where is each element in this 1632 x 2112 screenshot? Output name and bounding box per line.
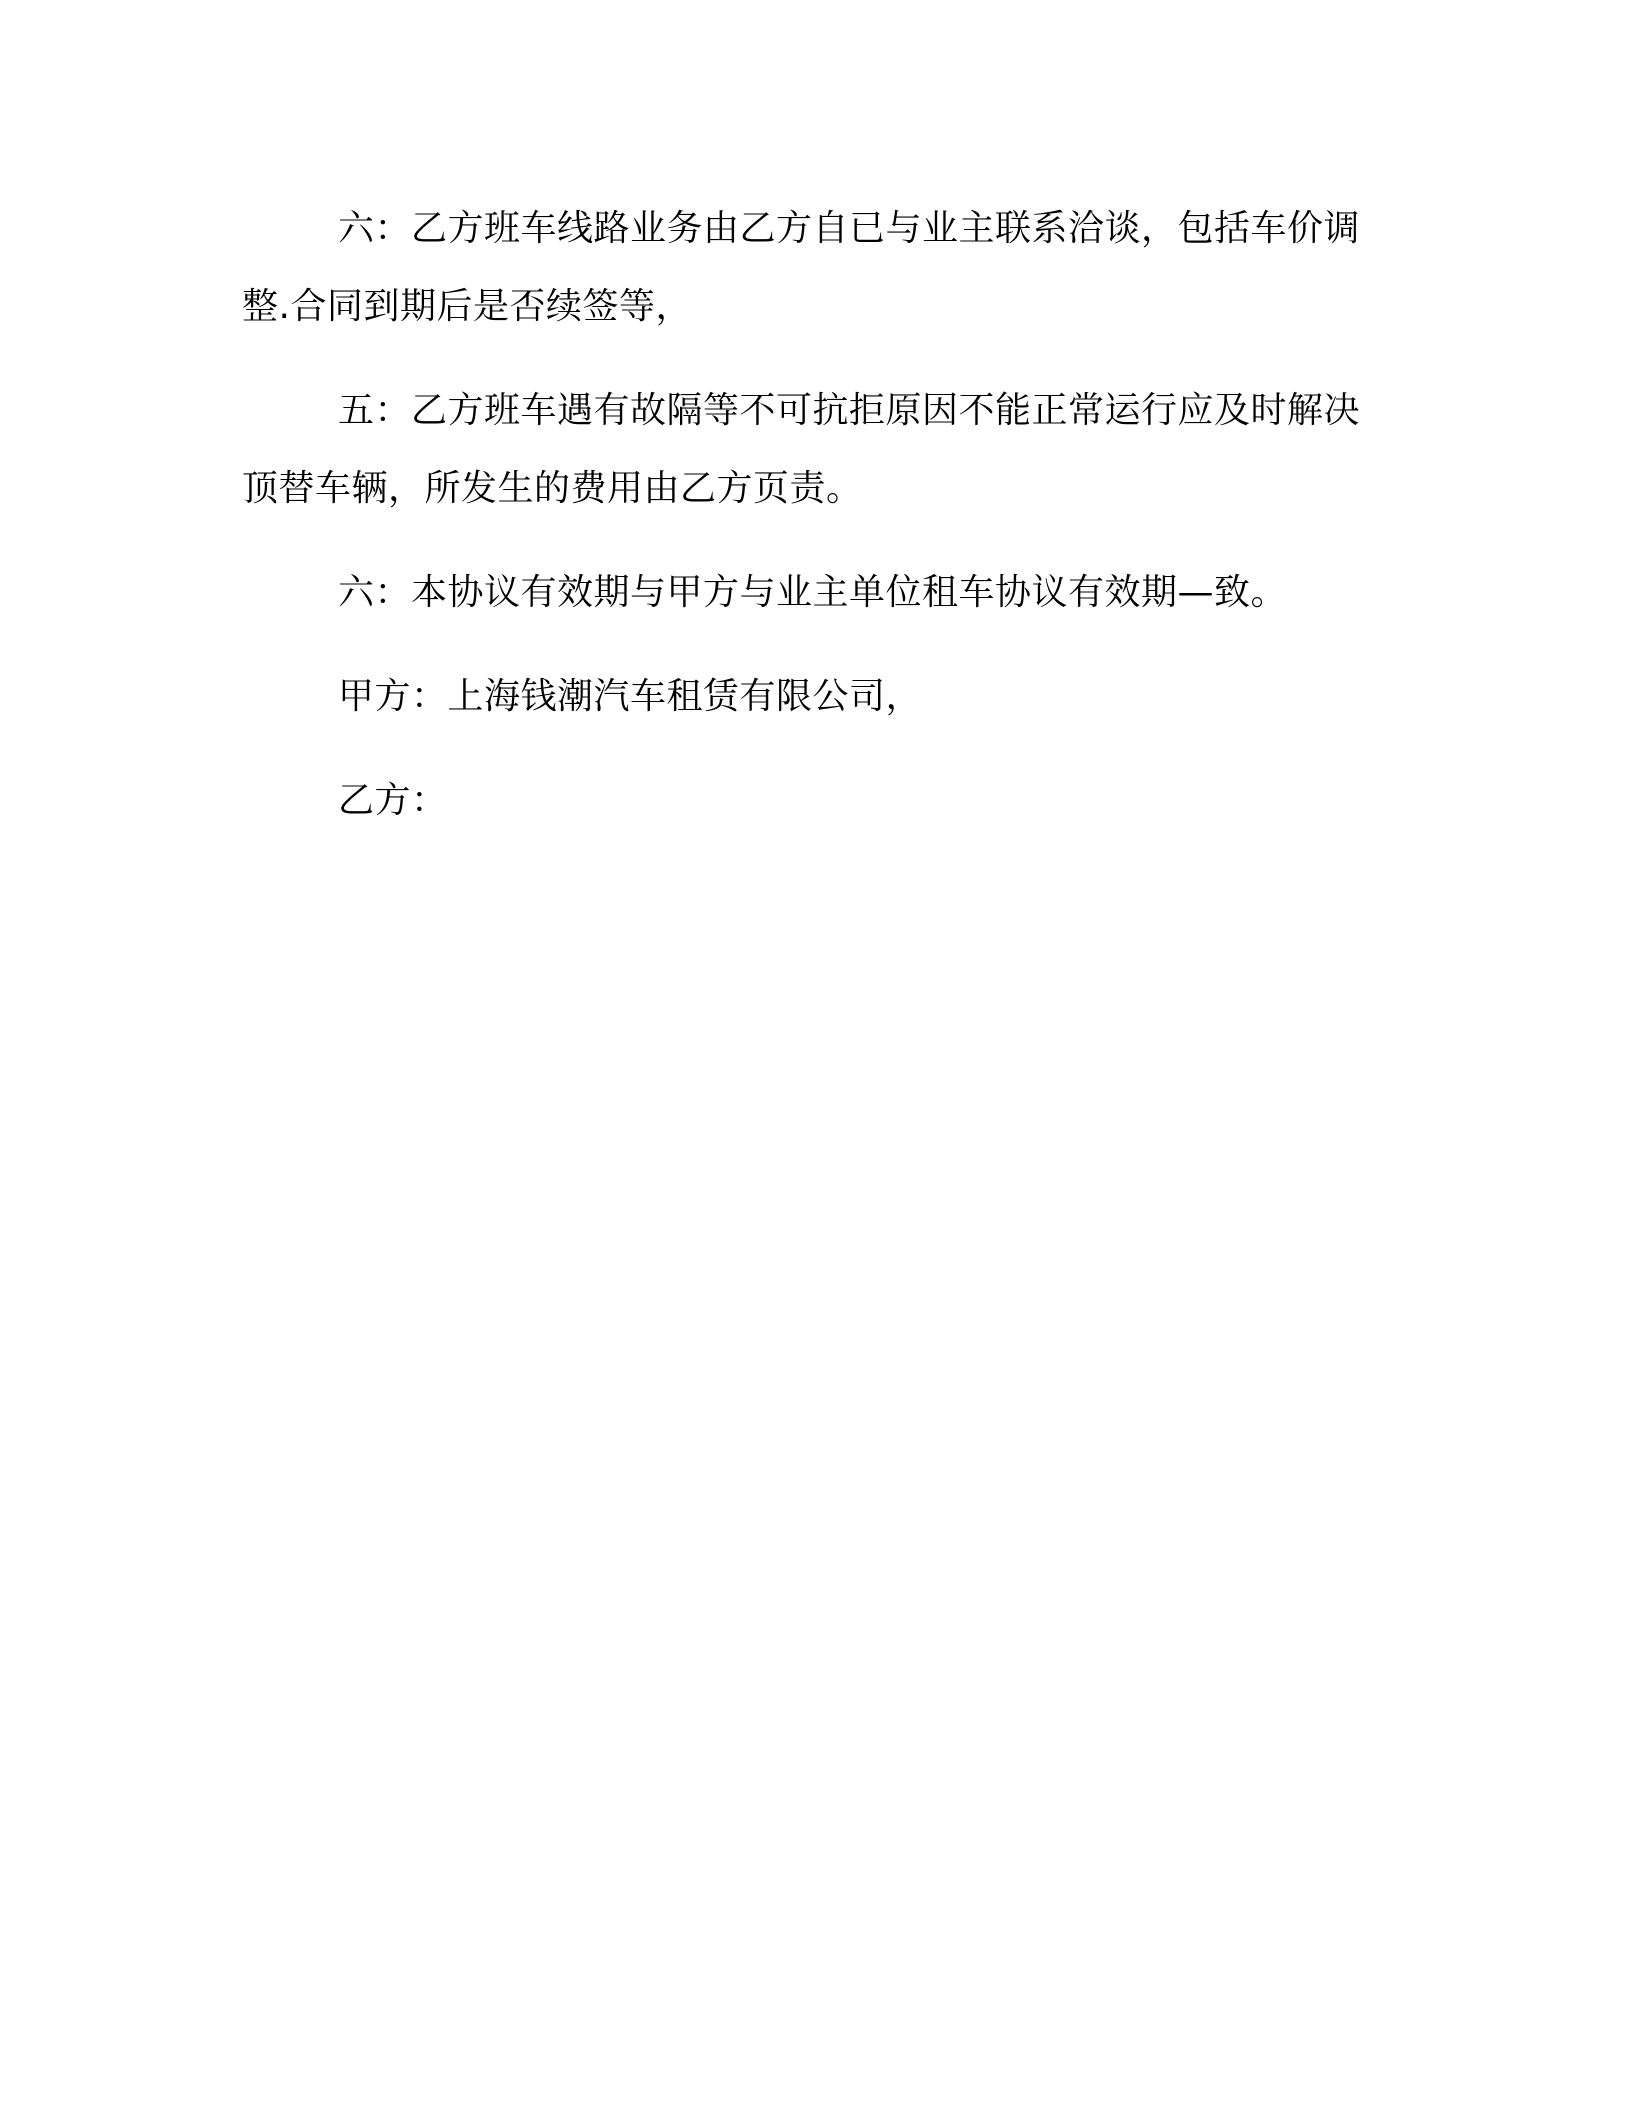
document-body: [242, 190, 1382, 866]
clause-paragraph: 五：乙方班车遇有故隔等不可抗拒原因不能正常运行应及时解决顶替车辆，所发生的费用由乙方页责。: [242, 390, 1361, 509]
clause-paragraph: 六：本协议有效期与甲方与业主单位租车协议有效期—致。: [338, 572, 1288, 613]
party-a-signature-line: 甲方：上海钱潮汽车租赁有限公司，: [338, 676, 923, 717]
party-b-signature-line: 乙方：: [338, 780, 448, 821]
clause-paragraph: 六：乙方班车线路业务由乙方自已与业主联系洽谈，包括车价调整.合同到期后是否续签等，: [242, 208, 1361, 327]
